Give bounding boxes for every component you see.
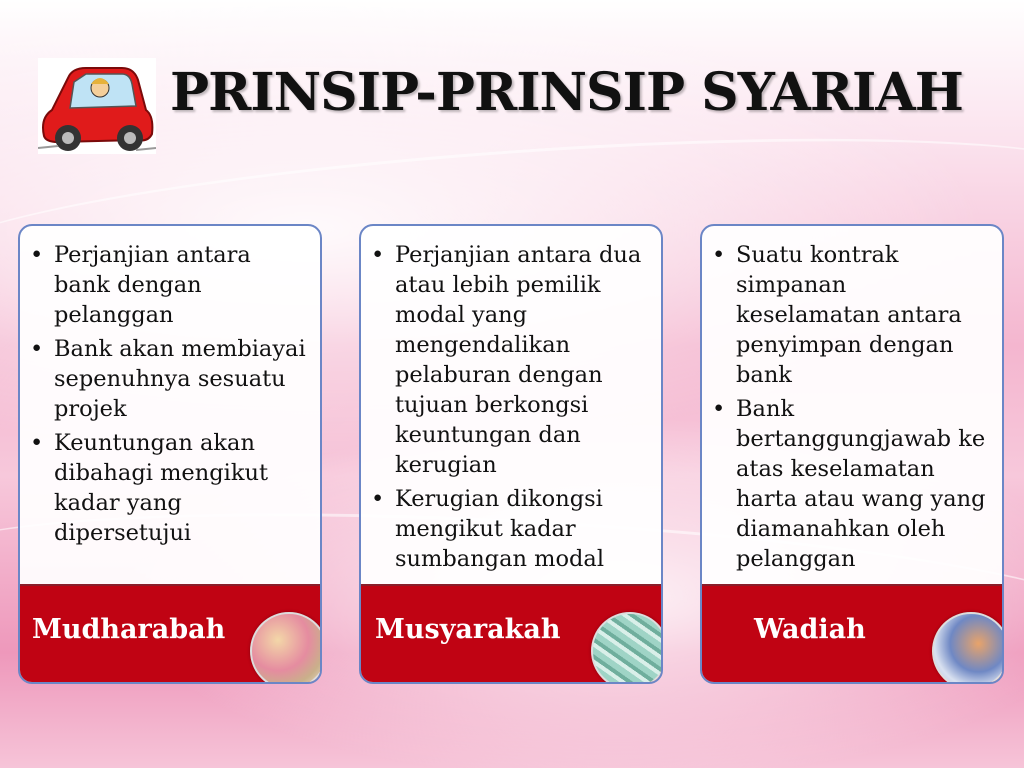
- card-footer: [702, 584, 1002, 682]
- list-item: • Bank akan membiayai sepenuhnya sesuatu projek: [54, 334, 312, 424]
- card-label: Wadiah: [754, 614, 866, 645]
- list-item: • Perjanjian antara bank dengan pelanggan: [54, 240, 312, 330]
- list-item: • Keuntungan akan dibahagi mengikut kadar yang dipersetujui: [54, 428, 312, 548]
- bullet-list: [20, 226, 320, 548]
- list-item: • Bank bertanggungjawab ke atas keselamatan harta atau wang yang diamanahkan oleh pelanggan: [736, 394, 994, 574]
- list-item: • Perjanjian antara dua atau lebih pemilik modal yang mengendalikan pelaburan dengan tujuan berkongsi keuntungan dan kerugian: [395, 240, 653, 480]
- money-coin-icon: [591, 612, 663, 684]
- card-mudharabah: [18, 224, 322, 684]
- money-coin-icon: [932, 612, 1004, 684]
- money-coin-icon: [250, 612, 322, 684]
- card-footer: [361, 584, 661, 682]
- list-item: • Suatu kontrak simpanan keselamatan antara penyimpan dengan bank: [736, 240, 994, 390]
- card-footer: [20, 584, 320, 682]
- card-label: Mudharabah: [32, 614, 226, 645]
- list-item: • Kerugian dikongsi mengikut kadar sumbangan modal: [395, 484, 653, 574]
- card-musyarakah: [359, 224, 663, 684]
- bullet-list: [702, 226, 1002, 574]
- car-cartoon-icon: [38, 58, 156, 154]
- card-label: Musyarakah: [375, 614, 561, 645]
- card-wadiah: [700, 224, 1004, 684]
- page-title: PRINSIP-PRINSIP SYARIAH: [170, 62, 963, 123]
- bullet-list: [361, 226, 661, 574]
